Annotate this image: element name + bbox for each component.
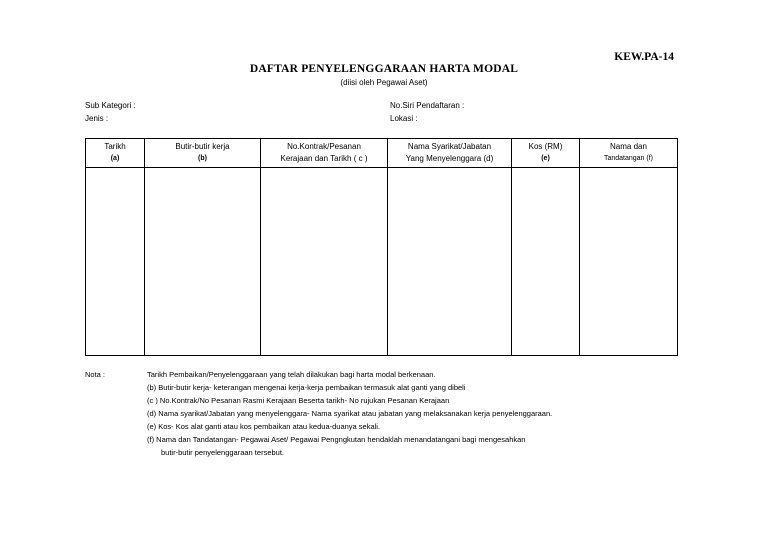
maintenance-register-table [85,138,678,356]
lokasi-label: Lokasi : [390,114,418,123]
sub-kategori-label: Sub Kategori : [85,101,136,110]
no-siri-label: No.Siri Pendaftaran : [390,101,465,110]
table-cell[interactable] [388,168,512,356]
table-header-row [86,139,678,168]
note-line: Tarikh Pembaikan/Penyelenggaraan yang telah dilakukan bagi harta modal berkenaan. [147,370,436,379]
column-header-nama-syarikat: Nama Syarikat/Jabatan Yang Menyelenggara (d) [388,139,512,168]
note-line: (e) Kos- Kos alat ganti atau kos pembaikan atau kedua-duanya sekali. [147,422,381,431]
note-line: (d) Nama syarikat/Jabatan yang menyelenggara- Nama syarikat atau jabatan yang melaksanakan kerja penyelenggaraan. [147,409,553,418]
note-line: (c ) No.Kontrak/No Pesanan Rasmi Kerajaan Beserta tarikh- No rujukan Pesanan Kerajaan [147,396,450,405]
table-cell[interactable] [512,168,580,356]
notes-label: Nota : [85,370,106,379]
table-body-row [86,168,678,356]
column-header-no-kontrak: No.Kontrak/Pesanan Kerajaan dan Tarikh ( c ) [261,139,388,168]
table-cell[interactable] [86,168,145,356]
table-cell[interactable] [580,168,678,356]
note-line: (f) Nama dan Tandatangan- Pegawai Aset/ Pegawai Pengngkutan hendaklah menandatangani bagi mengesahkan [147,435,526,444]
notes-section [85,368,552,459]
jenis-label: Jenis : [85,114,109,123]
note-line: (b) Butir-butir kerja- keterangan mengenai kerja-kerja pembaikan termasuk alat ganti yang dibeli [147,383,466,392]
table-cell[interactable] [145,168,261,356]
column-header-tarikh: Tarikh (a) [86,139,145,168]
document-title: DAFTAR PENYELENGGARAAN HARTA MODAL [249,63,519,75]
column-header-butir-kerja: Butir-butir kerja (b) [145,139,261,168]
table-cell[interactable] [261,168,388,356]
form-code: KEW.PA-14 [614,51,674,63]
document-subtitle: (diisi oleh Pegawai Aset) [340,78,428,87]
column-header-kos: Kos (RM) (e) [512,139,580,168]
column-header-nama-tandatangan: Nama dan Tandatangan (f) [580,139,678,168]
note-line: butir-butir penyelenggaraan tersebut. [161,448,284,457]
